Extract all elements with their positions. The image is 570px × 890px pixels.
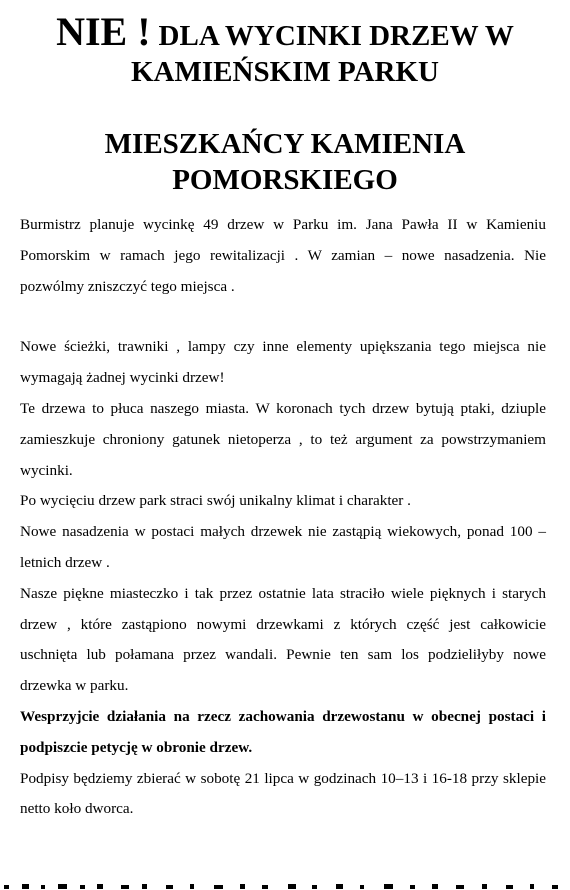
headline <box>0 0 570 89</box>
headline-line1: DLA WYCINKI DRZEW W <box>158 20 514 52</box>
subheading <box>0 127 570 198</box>
paragraph-gap <box>20 302 546 332</box>
scan-edge-artifact <box>0 876 570 890</box>
subheading-line2: POMORSKIEGO <box>172 163 398 196</box>
paragraph-lost-trees: Nasze piękne miasteczko i tak przez ostatnie lata straciło wiele pięknych i starych drzew , które zastąpiono nowymi drzewkami z których część jest całkowicie uschnięta lub połamana przez wandali. Pewnie ten sam los podzieliłyby nowe drzewka w parku. <box>20 584 546 695</box>
subheading-line1: MIESZKAŃCY KAMIENIA <box>104 128 466 161</box>
paragraph-signature-collection: Podpisy będziemy zbierać w sobotę 21 lipca w godzinach 10–13 i 16-18 przy sklepie netto koło dworca. <box>20 769 546 818</box>
flyer-body <box>20 210 546 825</box>
headline-exclamation: NIE ! <box>56 9 151 54</box>
paragraph-park-character: Po wycięciu drzew park straci swój unikalny klimat i charakter . <box>20 492 411 510</box>
paragraph-lungs-of-town: Te drzewa to płuca naszego miasta. W koronach tych drzew bytują ptaki, dziuple zamieszkuje chroniony gatunek nietoperza , to też argument za powstrzymaniem wycinki. <box>20 399 546 479</box>
headline-line2: KAMIEŃSKIM PARKU <box>131 56 439 89</box>
paragraph-intro: Burmistrz planuje wycinkę 49 drzew w Parku im. Jana Pawła II w Kamieniu Pomorskim w ramach jego rewitalizacji . W zamian – nowe nasadzenia. Nie pozwólmy zniszczyć tego miejsca . <box>20 216 546 295</box>
paragraph-new-plantings: Nowe nasadzenia w postaci małych drzewek nie zastąpią wiekowych, ponad 100 – letnich drzew . <box>20 523 546 571</box>
paragraph-no-cutting-needed: Nowe ścieżki, trawniki , lampy czy inne elementy upiększania tego miejsca nie wymagają żadnej wycinki drzew! <box>20 338 546 387</box>
paragraph-call-to-action: Wesprzyjcie działania na rzecz zachowania drzewostanu w obecnej postaci i podpiszcie petycję w obronie drzew. <box>20 707 546 756</box>
